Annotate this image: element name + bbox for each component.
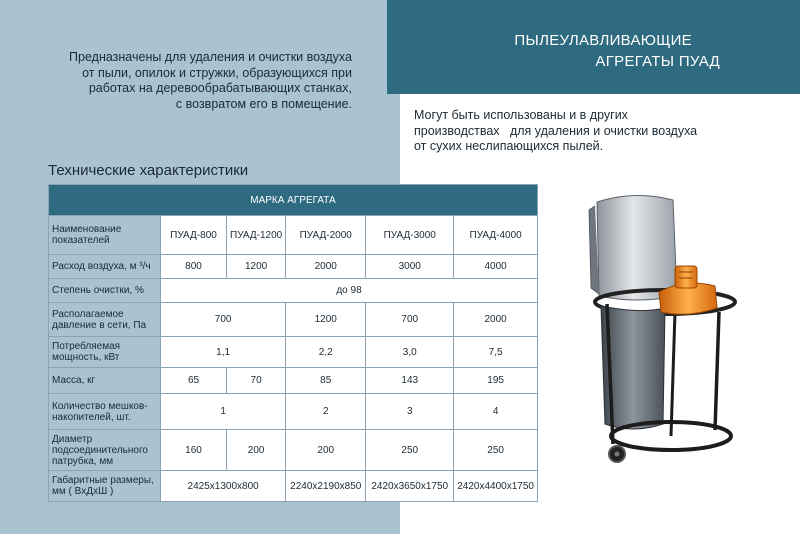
title-line: ПЫЛЕУЛАВЛИВАЮЩИЕ: [514, 32, 692, 49]
usage-line: производствах для удаления и очистки воздуха: [414, 123, 698, 138]
row-name: Располагаемое давление в сети, Па: [49, 303, 161, 337]
table-cell: 3: [366, 394, 454, 430]
table-cell: 4000: [454, 255, 538, 279]
table-cell: до 98: [161, 279, 538, 303]
model-header: ПУАД-2000: [286, 216, 366, 255]
usage-line: Могут быть использованы и в других: [414, 108, 628, 122]
dust-collector-image: [585, 188, 745, 478]
row-name: Диаметр подсоединительного патрубка, мм: [49, 430, 161, 471]
brand-header-row: [49, 185, 538, 216]
row-name: Габаритные размеры, мм ( ВxДxШ ): [49, 471, 161, 502]
table-cell: 1: [161, 394, 286, 430]
purpose-line: от пыли, опилок и стружки, образующихся при: [82, 65, 352, 80]
table-row: [49, 337, 538, 368]
table-cell: 1,1: [161, 337, 286, 368]
table-cell: 2,2: [286, 337, 366, 368]
usage-line: от сухих неслипающихся пылей.: [414, 139, 604, 153]
model-header: ПУАД-4000: [454, 216, 538, 255]
table-cell: 2000: [286, 255, 366, 279]
model-header: ПУАД-3000: [366, 216, 454, 255]
table-cell: 85: [286, 368, 366, 394]
table-cell: 1200: [286, 303, 366, 337]
table-row: [49, 255, 538, 279]
table-cell: 195: [454, 368, 538, 394]
table-cell: 3000: [366, 255, 454, 279]
table-cell: 250: [454, 430, 538, 471]
page-title: [430, 30, 720, 72]
table-cell: 2000: [454, 303, 538, 337]
table-cell: 2420x4400x1750: [454, 471, 538, 502]
model-header: ПУАД-1200: [227, 216, 286, 255]
row-name: Наименование показателей: [49, 216, 161, 255]
table-cell: 3,0: [366, 337, 454, 368]
table-cell: 200: [286, 430, 366, 471]
row-name: Масса, кг: [49, 368, 161, 394]
purpose-line: Предназначены для удаления и очистки воздуха: [69, 50, 352, 64]
purpose-description: [40, 50, 352, 112]
table-cell: 143: [366, 368, 454, 394]
model-header: ПУАД-800: [161, 216, 227, 255]
table-row: [49, 303, 538, 337]
table-row: [49, 471, 538, 502]
table-row: [49, 430, 538, 471]
specs-heading: Технические характеристики: [48, 162, 249, 179]
table-row: [49, 368, 538, 394]
row-name: Количество мешков-накопителей, шт.: [49, 394, 161, 430]
table-cell: 1200: [227, 255, 286, 279]
table-row: [49, 279, 538, 303]
table-cell: 70: [227, 368, 286, 394]
table-cell: 2240x2190x850: [286, 471, 366, 502]
row-name: Степень очистки, %: [49, 279, 161, 303]
table-cell: 65: [161, 368, 227, 394]
table-cell: 160: [161, 430, 227, 471]
table-cell: 7,5: [454, 337, 538, 368]
table-cell: 2420x3650x1750: [366, 471, 454, 502]
title-line: АГРЕГАТЫ ПУАД: [595, 53, 720, 70]
purpose-line: с возвратом его в помещение.: [175, 96, 352, 111]
row-name: Расход воздуха, м ³/ч: [49, 255, 161, 279]
table-cell: 700: [161, 303, 286, 337]
table-cell: 2425x1300x800: [161, 471, 286, 502]
table-row: [49, 216, 538, 255]
table-cell: 2: [286, 394, 366, 430]
table-cell: 250: [366, 430, 454, 471]
row-name: Потребляемая мощность, кВт: [49, 337, 161, 368]
table-cell: 700: [366, 303, 454, 337]
brand-header: МАРКА АГРЕГАТА: [49, 185, 538, 216]
table-cell: 200: [227, 430, 286, 471]
table-row: [49, 394, 538, 430]
table-cell: 4: [454, 394, 538, 430]
purpose-line: работах на деревообрабатывающих станках,: [88, 81, 352, 95]
specs-table: [48, 184, 538, 502]
usage-description: [414, 108, 714, 155]
table-cell: 800: [161, 255, 227, 279]
